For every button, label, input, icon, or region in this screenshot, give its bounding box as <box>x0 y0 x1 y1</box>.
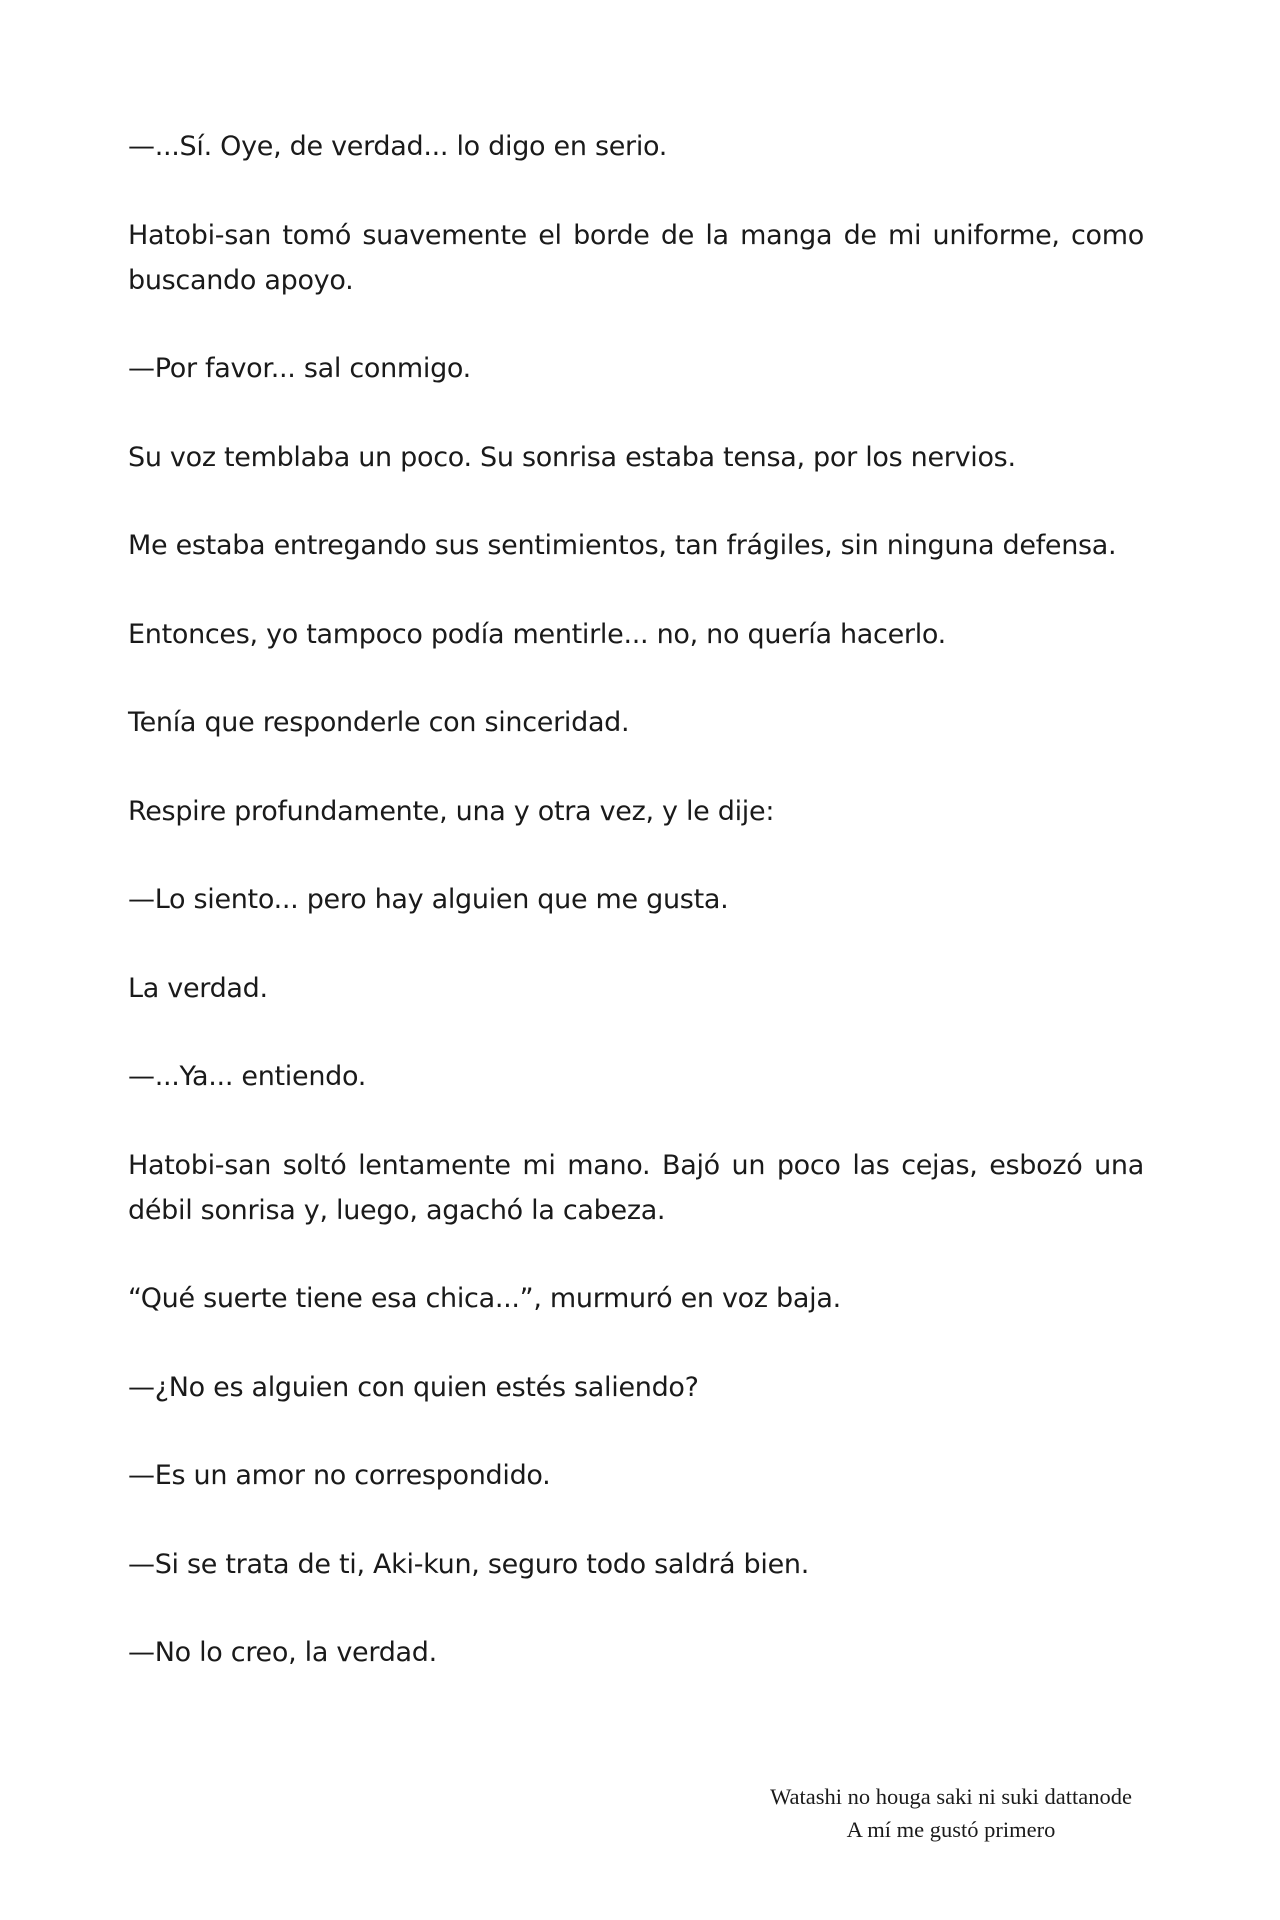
paragraph: Hatobi-san tomó suavemente el borde de la manga de mi uniforme, como buscando apoyo. <box>128 219 1144 296</box>
page-footer <box>740 1780 1162 1846</box>
paragraph: Hatobi-san soltó lentamente mi mano. Bajó un poco las cejas, esbozó una débil sonrisa y, luego, agachó la cabeza. <box>128 1149 1144 1226</box>
paragraph: La verdad. <box>128 972 268 1004</box>
paragraph: —Por favor... sal conmigo. <box>128 353 471 384</box>
paragraph: Entonces, yo tampoco podía mentirle... no, no quería hacerlo. <box>128 618 946 650</box>
footer-title-spanish: A mí me gustó primero <box>846 1817 1056 1842</box>
paragraph: Respire profundamente, una y otra vez, y le dije: <box>128 795 775 827</box>
page-body <box>128 124 1144 1719</box>
paragraph: —¿No es alguien con quien estés saliendo? <box>128 1371 699 1403</box>
paragraph: Su voz temblaba un poco. Su sonrisa estaba tensa, por los nervios. <box>128 441 1016 473</box>
paragraph: —No lo creo, la verdad. <box>128 1637 437 1668</box>
footer-title-romaji: Watashi no houga saki ni suki dattanode <box>770 1784 1132 1809</box>
paragraph: —Lo siento... pero hay alguien que me gusta. <box>128 884 729 915</box>
paragraph: Tenía que responderle con sinceridad. <box>128 707 630 738</box>
paragraph: “Qué suerte tiene esa chica...”, murmuró en voz baja. <box>128 1283 841 1314</box>
paragraph: Me estaba entregando sus sentimientos, tan frágiles, sin ninguna defensa. <box>128 530 1117 561</box>
paragraph: —Si se trata de ti, Aki-kun, seguro todo saldrá bien. <box>128 1548 809 1580</box>
paragraph: —...Sí. Oye, de verdad... lo digo en serio. <box>128 131 668 162</box>
paragraph: —Es un amor no correspondido. <box>128 1460 551 1491</box>
paragraph: —...Ya... entiendo. <box>128 1061 366 1092</box>
